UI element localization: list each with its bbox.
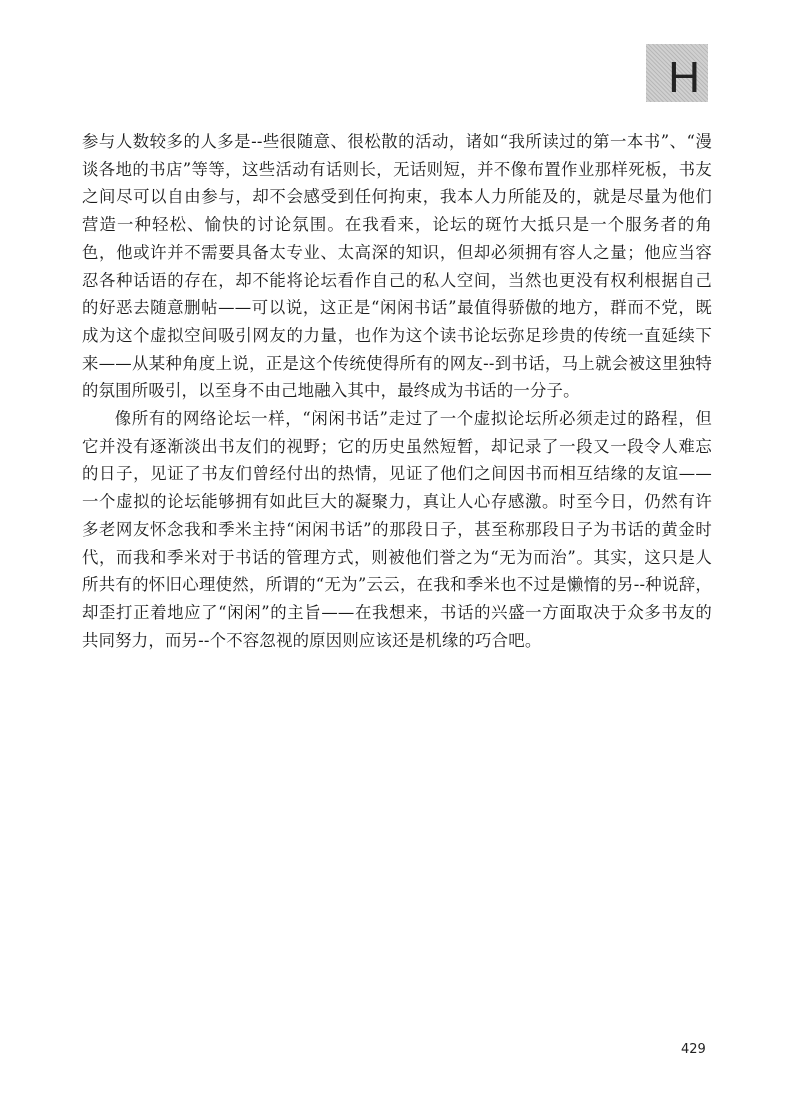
section-index-tab (646, 44, 708, 102)
body-text (82, 128, 712, 654)
page-number: 429 (681, 1042, 706, 1057)
paragraph: 参与人数较多的人多是--些很随意、很松散的活动，诸如“我所读过的第一本书”、“漫谈各地的书店”等等，这些活动有话则长，无话则短，并不像布置作业那样死板，书友之间尽可以自由参与，却不会感受到任何拘束，我本人力所能及的，就是尽量为他们营造一种轻松、愉快的讨论氛围。在我看来，论坛的斑竹大抵只是一个服务者的角色，他或许并不需要具备太专业、太高深的知识，但却必须拥有容人之量；他应当容忍各种话语的存在，却不能将论坛看作自己的私人空间，当然也更没有权利根据自己的好恶去随意删帖——可以说，这正是“闲闲书话”最值得骄傲的地方，群而不党，既成为这个虚拟空间吸引网友的力量，也作为这个读书论坛弥足珍贵的传统一直延续下来——从某种角度上说，正是这个传统使得所有的网友--到书话，马上就会被这里独特的氛围所吸引，以至身不由己地融入其中，最终成为书话的一分子。 (82, 132, 712, 401)
paragraph: 像所有的网络论坛一样，“闲闲书话”走过了一个虚拟论坛所必须走过的路程，但它并没有逐渐淡出书友们的视野；它的历史虽然短暂，却记录了一段又一段令人难忘的日子，见证了书友们曾经付出的热情，见证了他们之间因书而相互结缘的友谊——一个虚拟的论坛能够拥有如此巨大的凝聚力，真让人心存感激。时至今日，仍然有许多老网友怀念我和季米主持“闲闲书话”的那段日子，甚至称那段日子为书话的黄金时代，而我和季米对于书话的管理方式，则被他们誉之为“无为而治”。其实，这只是人所共有的怀旧心理使然，所谓的“无为”云云，在我和季米也不过是懒惰的另--种说辞，却歪打正着地应了“闲闲”的主旨——在我想来，书话的兴盛一方面取决于众多书友的共同努力，而另--个不容忽视的原因则应该还是机缘的巧合吧。 (82, 409, 712, 650)
section-letter: H (668, 53, 700, 102)
